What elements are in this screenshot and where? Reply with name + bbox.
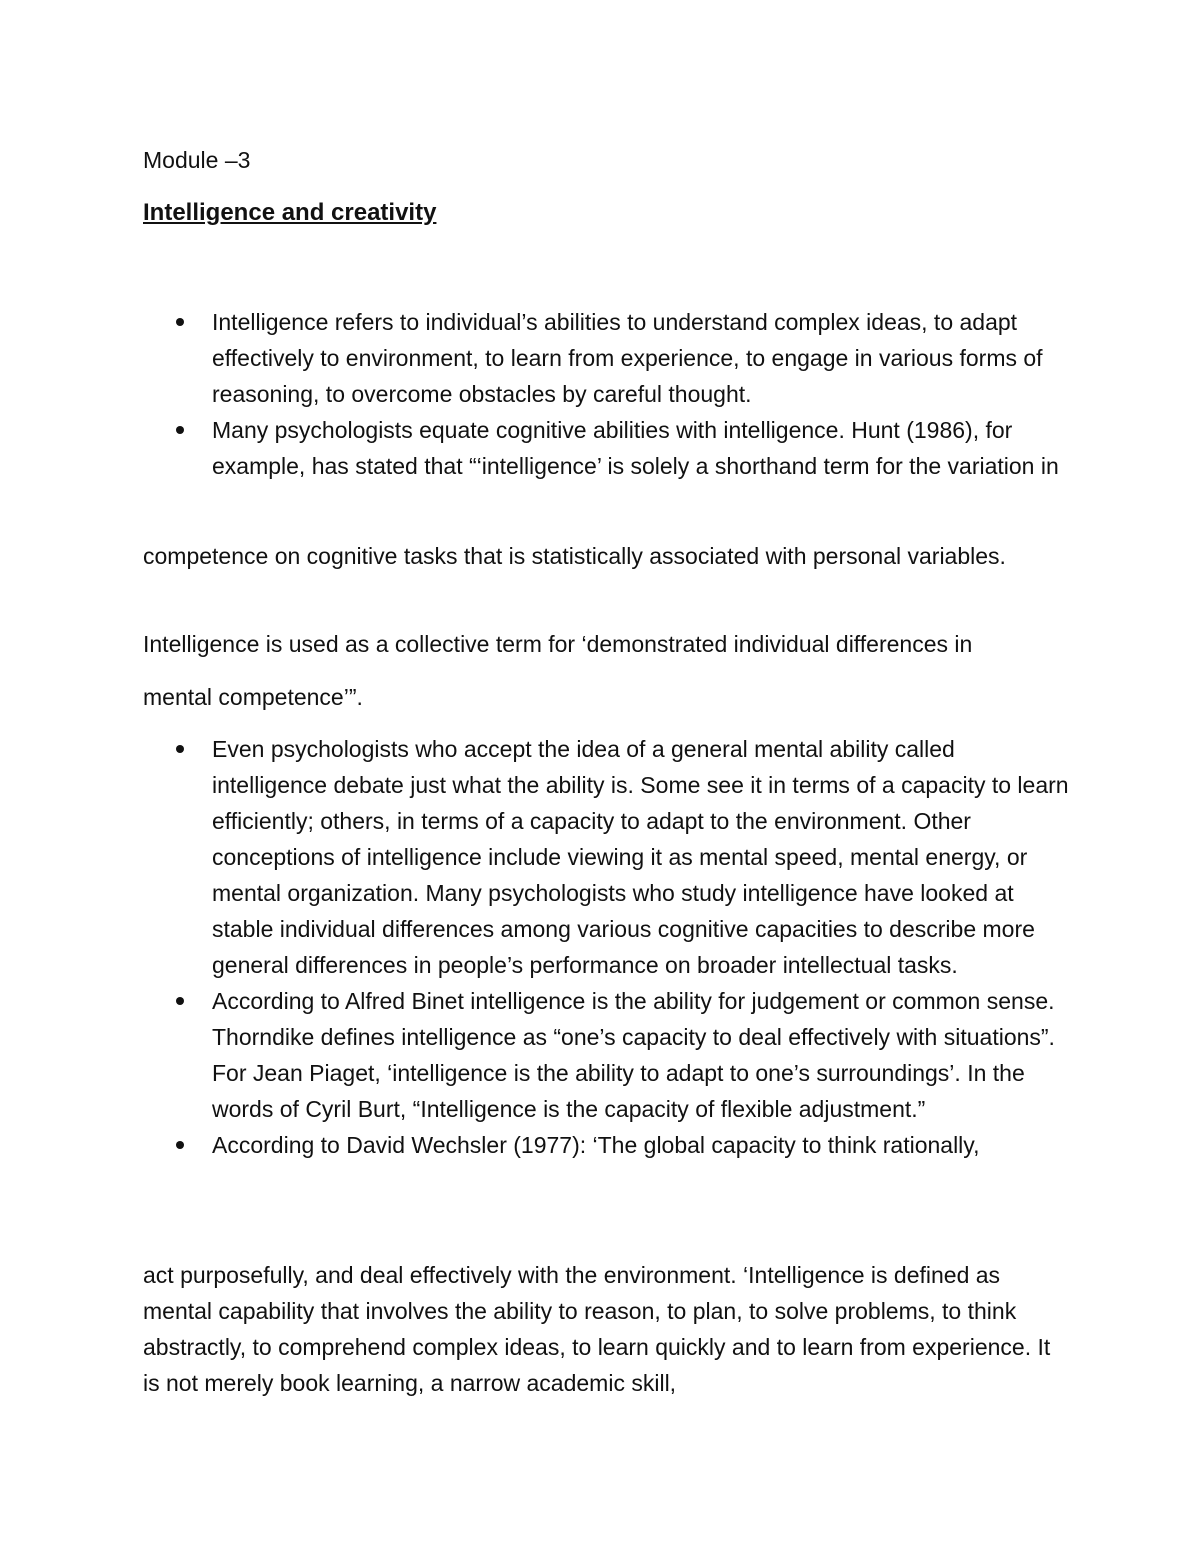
bullet-item [143, 731, 1073, 983]
bullet-list-2 [143, 731, 1073, 1163]
bullet-dot-icon [176, 997, 184, 1005]
paragraph-collective-term: Intelligence is used as a collective term for ‘demonstrated individual differences in [143, 631, 973, 657]
bullet-item [143, 983, 1073, 1127]
bullet-text: Many psychologists equate cognitive abilities with intelligence. Hunt (1986), for example, has stated that “‘intelligence’ is solely a shorthand term for the variation in [212, 417, 1059, 479]
paragraph-wechsler-continuation: act purposefully, and deal effectively with the environment. ‘Intelligence is defined as mental capability that involves the ability to reason, to plan, to solve problems, to think abstractly, to comprehend complex ideas, to learn quickly and to learn from experience. It is not merely book learning, a narrow academic skill, [143, 1262, 1051, 1396]
bullet-list-1 [143, 304, 1073, 484]
bullet-text: According to Alfred Binet intelligence is the ability for judgement or common sense. Thorndike defines intelligence as “one’s capacity to deal effectively with situations”. For Jean Piaget, ‘intelligence is the ability to adapt to one’s surroundings’. In the words of Cyril Burt, “Intelligence is the capacity of flexible adjustment.” [212, 988, 1055, 1122]
bullet-dot-icon [176, 318, 184, 326]
paragraph-competence: competence on cognitive tasks that is statistically associated with personal variables. [143, 543, 1006, 569]
bullet-dot-icon [176, 426, 184, 434]
bullet-dot-icon [176, 745, 184, 753]
bullet-text: Intelligence refers to individual’s abilities to understand complex ideas, to adapt effectively to environment, to learn from experience, to engage in various forms of reasoning, to overcome obstacles by careful thought. [212, 309, 1043, 407]
bullet-item [143, 412, 1073, 484]
module-label: Module –3 [143, 147, 251, 173]
document-title: Intelligence and creativity [143, 199, 437, 226]
paragraph-mental-competence: mental competence’”. [143, 684, 363, 710]
bullet-item [143, 1127, 1073, 1163]
bullet-text: According to David Wechsler (1977): ‘The global capacity to think rationally, [212, 1132, 980, 1158]
bullet-dot-icon [176, 1141, 184, 1149]
bullet-item [143, 304, 1073, 412]
bullet-text: Even psychologists who accept the idea of a general mental ability called intelligence debate just what the ability is. Some see it in terms of a capacity to learn efficiently; others, in terms of a capacity to adapt to the environment. Other conceptions of intelligence include viewing it as mental speed, mental energy, or mental organization. Many psychologists who study intelligence have looked at stable individual differences among various cognitive capacities to describe more general differences in people’s performance on broader intellectual tasks. [212, 736, 1069, 978]
